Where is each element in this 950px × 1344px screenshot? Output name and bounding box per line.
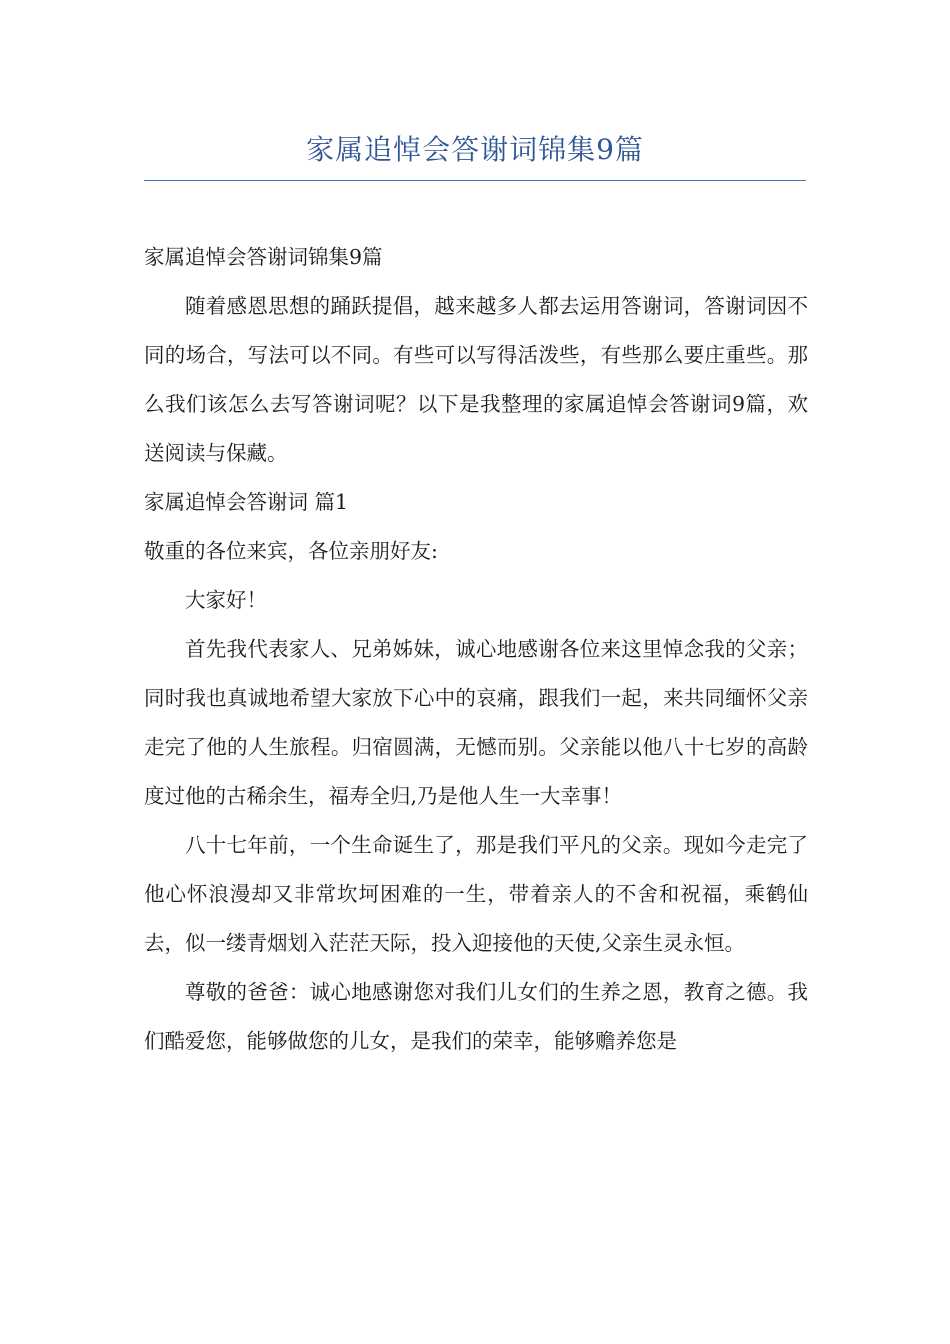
paragraph: 尊敬的爸爸：诚心地感谢您对我们儿女们的生养之恩，教育之德。我们酷爱您，能够做您的儿女，是我们的荣幸，能够赡养您是 xyxy=(144,980,808,1053)
paragraph: 八十七年前，一个生命诞生了，那是我们平凡的父亲。现如今走完了他心怀浪漫却又非常坎坷困难的一生，带着亲人的不舍和祝福，乘鹤仙去，似一缕青烟划入茫茫天际，投入迎接他的天使,父亲生灵永恒。 xyxy=(144,833,808,955)
title-underline xyxy=(144,180,806,181)
greeting: 大家好！ xyxy=(185,588,267,612)
section-heading: 家属追悼会答谢词 篇1 xyxy=(144,490,349,514)
document-body xyxy=(144,233,808,1066)
paragraph: 家属追悼会答谢词锦集9篇 xyxy=(144,245,383,269)
paragraph: 首先我代表家人、兄弟姊妹，诚心地感谢各位来这里悼念我的父亲；同时我也真诚地希望大家放下心中的哀痛，跟我们一起，来共同缅怀父亲走完了他的人生旅程。归宿圆满，无憾而别。父亲能以他八十七岁的高龄度过他的古稀余生，福寿全归,乃是他人生一大幸事！ xyxy=(144,637,808,808)
document-title: 家属追悼会答谢词锦集9篇 xyxy=(306,133,644,166)
paragraph: 随着感恩思想的踊跃提倡，越来越多人都去运用答谢词，答谢词因不同的场合，写法可以不同。有些可以写得活泼些，有些那么要庄重些。那么我们该怎么去写答谢词呢？以下是我整理的家属追悼会答谢词9篇，欢送阅读与保藏。 xyxy=(144,294,808,465)
salutation: 敬重的各位来宾，各位亲朋好友: xyxy=(144,539,438,563)
